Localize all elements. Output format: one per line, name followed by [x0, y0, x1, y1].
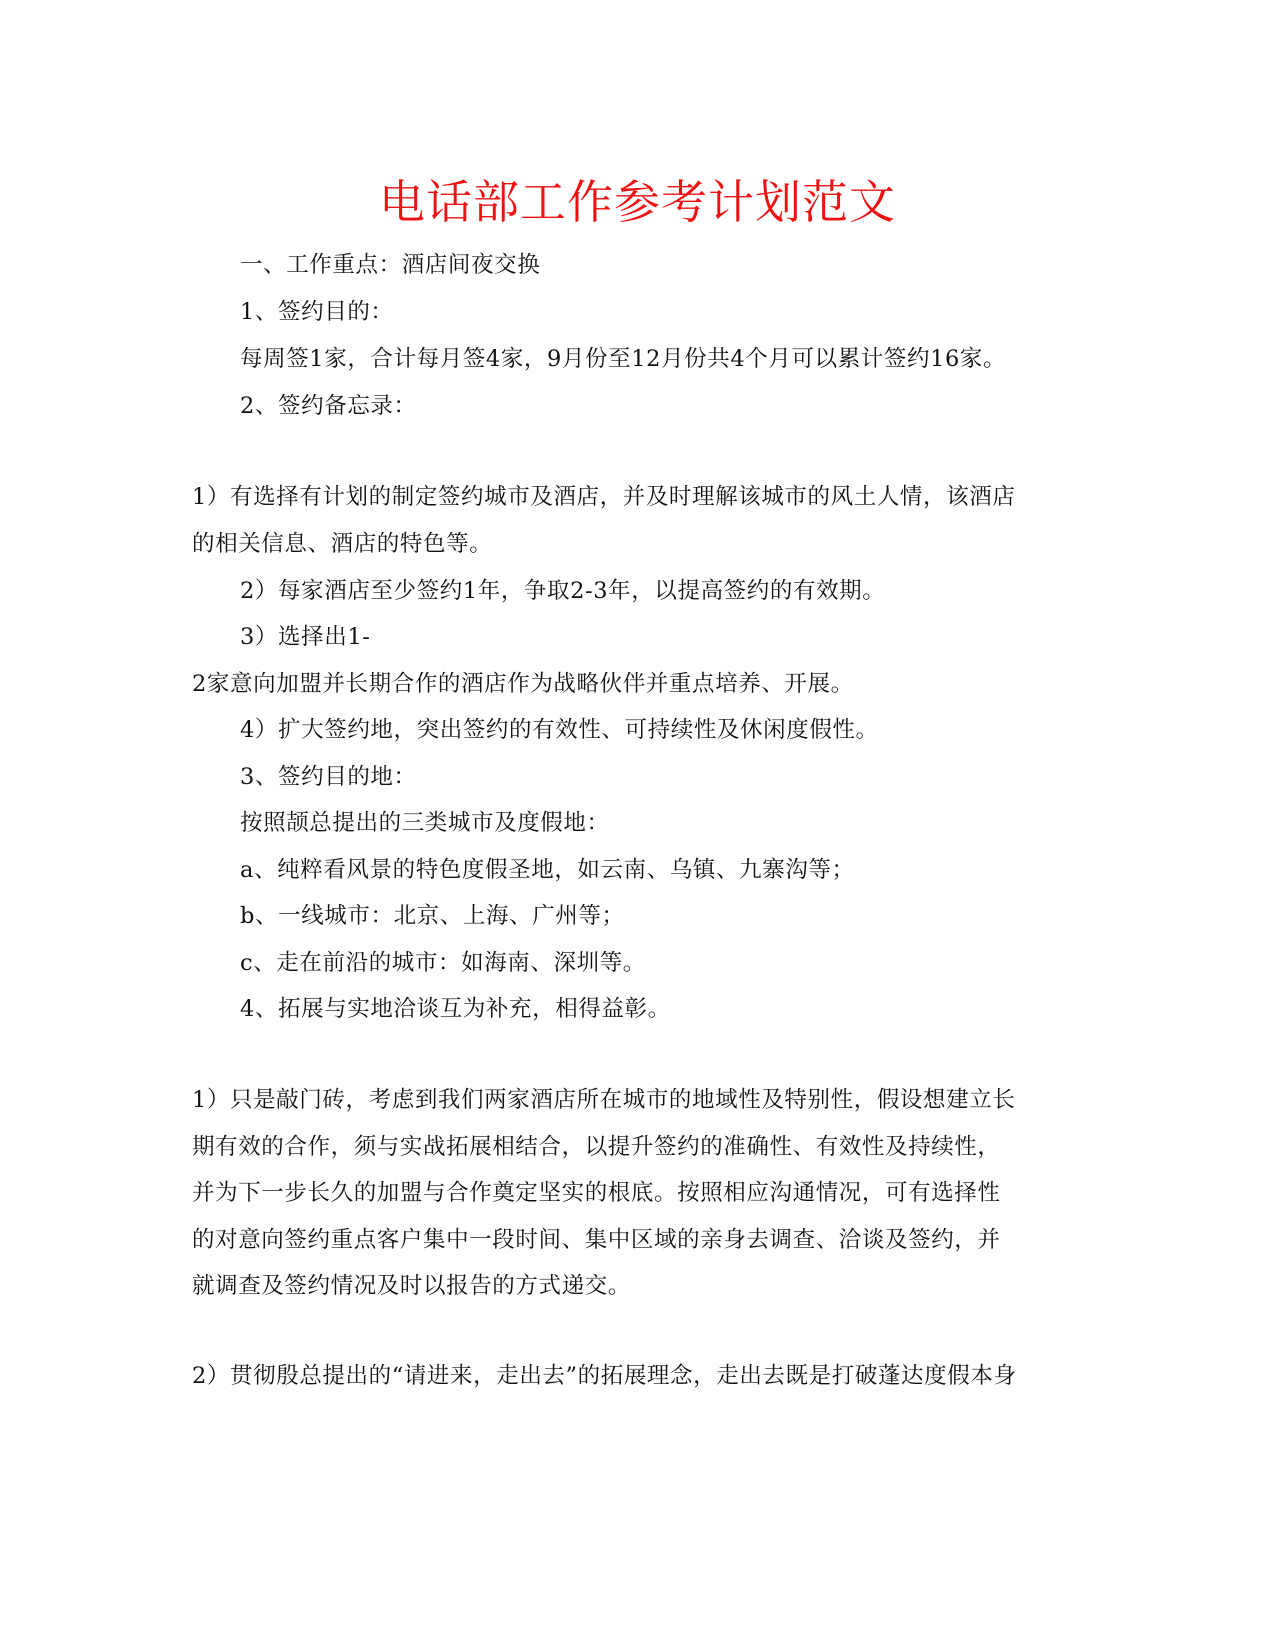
paragraph-line: 3）选择出1- [240, 624, 371, 650]
paragraph-line: 2）贯彻殷总提出的“请进来，走出去”的拓展理念，走出去既是打破蓬达度假本身 [192, 1363, 1017, 1389]
subsection-heading: 1、签约目的： [240, 299, 394, 325]
paragraph-line: 按照颉总提出的三类城市及度假地： [240, 810, 610, 836]
paragraph-line: 1）只是敲门砖，考虑到我们两家酒店所在城市的地域性及特别性，假设想建立长 [192, 1087, 1016, 1113]
paragraph-line: 1）有选择有计划的制定签约城市及酒店，并及时理解该城市的风土人情，该酒店 [192, 484, 1016, 510]
subsection-heading: 3、签约目的地： [240, 764, 417, 790]
paragraph-line: 期有效的合作，须与实战拓展相结合，以提升签约的准确性、有效性及持续性， [192, 1134, 1001, 1160]
list-item: a、纯粹看风景的特色度假圣地，如云南、乌镇、九寨沟等； [240, 857, 855, 883]
paragraph-line: 就调查及签约情况及时以报告的方式递交。 [192, 1273, 631, 1299]
paragraph-line: 2）每家酒店至少签约1年，争取2-3年，以提高签约的有效期。 [240, 578, 886, 604]
list-item: c、走在前沿的城市：如海南、深圳等。 [240, 950, 646, 976]
paragraph-line: 的相关信息、酒店的特色等。 [192, 531, 493, 557]
paragraph-line: 并为下一步长久的加盟与合作奠定坚实的根底。按照相应沟通情况，可有选择性 [192, 1180, 1001, 1206]
subsection-heading: 4、拓展与实地洽谈互为补充，相得益彰。 [240, 996, 671, 1022]
paragraph-line: 2家意向加盟并长期合作的酒店作为战略伙伴并重点培养、开展。 [192, 671, 854, 697]
subsection-heading: 2、签约备忘录： [240, 393, 417, 419]
document-title: 电话部工作参考计划范文 [379, 175, 896, 229]
section-heading: 一、工作重点：酒店间夜交换 [240, 252, 541, 278]
paragraph-line: 的对意向签约重点客户集中一段时间、集中区域的亲身去调查、洽谈及签约，并 [192, 1227, 1001, 1253]
list-item: b、一线城市：北京、上海、广州等； [240, 903, 625, 929]
paragraph-line: 4）扩大签约地，突出签约的有效性、可持续性及休闲度假性。 [240, 717, 879, 743]
paragraph-line: 每周签1家，合计每月签4家，9月份至12月份共4个月可以累计签约16家。 [240, 346, 1007, 372]
